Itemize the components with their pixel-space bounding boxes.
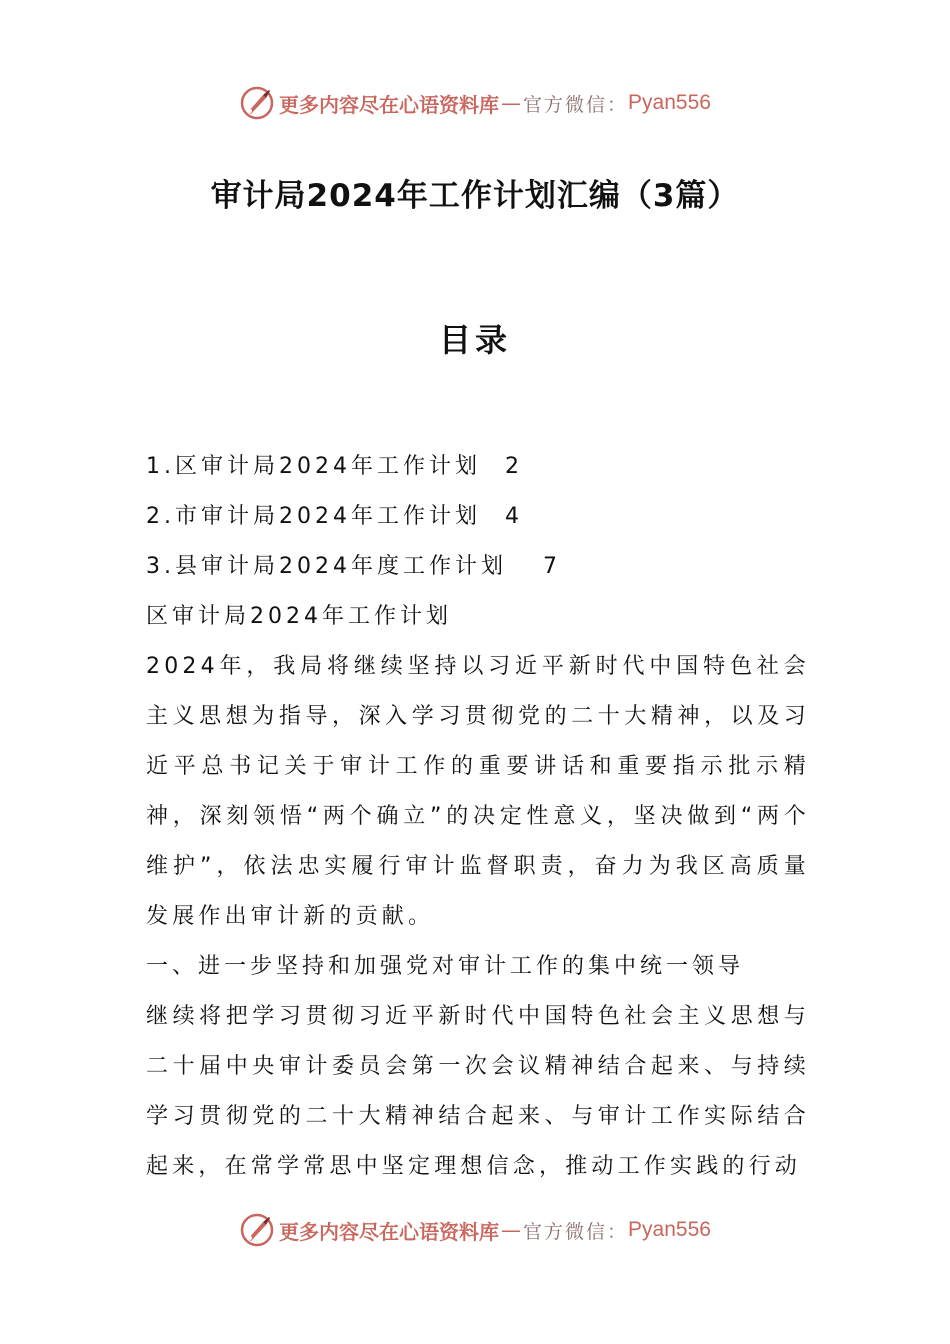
watermark-wechat-id: Pyan556 (628, 1218, 711, 1241)
quill-pen-icon (239, 85, 275, 121)
watermark-banner-bottom (0, 1210, 950, 1250)
section-title: 区审计局2024年工作计划 (146, 604, 452, 629)
toc-item-3[interactable] (146, 542, 810, 592)
watermark-dash: — (501, 1218, 522, 1242)
quill-pen-icon (239, 1212, 275, 1248)
toc-item-2[interactable] (146, 492, 810, 542)
watermark-wechat-label: 官方微信： (523, 1220, 629, 1243)
toc-item-page: 2 (504, 454, 523, 479)
watermark-banner-top (0, 83, 950, 123)
toc-item-label: 1.区审计局2024年工作计划 (146, 454, 481, 479)
toc-heading: 目录 (438, 321, 511, 359)
document-title: 审计局2024年工作计划汇编（3篇） (210, 178, 740, 214)
watermark-brand: 更多内容尽在心语资料库 (279, 1219, 500, 1244)
toc-item-page: 4 (504, 504, 523, 529)
intro-paragraph: 2024年，我局将继续坚持以习近平新时代中国特色社会主义思想为指导，深入学习贯彻党的二十大精神，以及习近平总书记关于审计工作的重要讲话和重要指示批示精神，深刻领悟“两个确立”的决定性意义，坚决做到“两个维护”，依法忠实履行审计监督职责，奋力为我区高质量发展作出审计新的贡献。 (146, 654, 810, 929)
toc-item-label: 3.县审计局2024年度工作计划 (146, 554, 507, 579)
toc-item-label: 2.市审计局2024年工作计划 (146, 504, 481, 529)
toc-item-1[interactable] (146, 442, 810, 492)
section-heading-1: 一、进一步坚持和加强党对审计工作的集中统一领导 (146, 954, 745, 979)
document-body (146, 442, 810, 1192)
watermark-wechat-label: 官方微信： (523, 93, 629, 116)
watermark-dash: — (501, 91, 522, 115)
watermark-wechat-id: Pyan556 (628, 91, 711, 114)
toc-item-page: 7 (542, 554, 561, 579)
watermark-brand: 更多内容尽在心语资料库 (279, 92, 500, 117)
paragraph-1: 继续将把学习贯彻习近平新时代中国特色社会主义思想与二十届中央审计委员会第一次会议精神结合起来、与持续学习贯彻党的二十大精神结合起来、与审计工作实际结合起来，在常学常思中坚定理想信念，推动工作实践的行动 (146, 1004, 810, 1179)
